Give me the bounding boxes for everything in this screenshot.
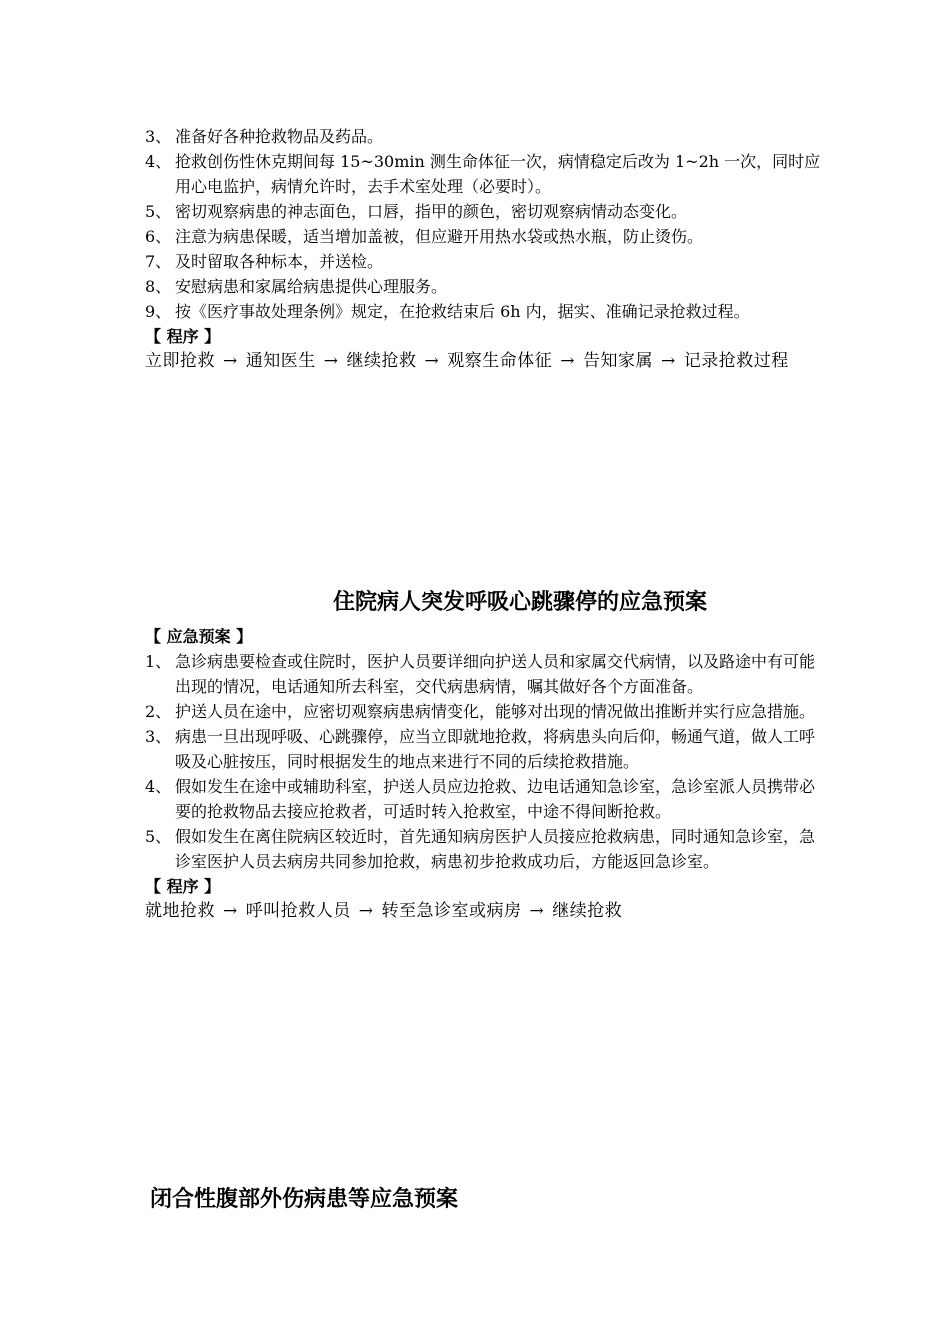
procedure-step: 通知医生: [245, 351, 316, 371]
section3-title: 闭合性腹部外伤病患等应急预案: [150, 1187, 459, 1212]
item-text: 注意为病患保暖，适当增加盖被，但应避开用热水袋或热水瓶，防止烫伤。: [175, 227, 704, 246]
item-text: 急诊病患要检查或住院时，医护人员要详细向护送人员和家属交代病情，以及路途中有可能出现的情况，电话通知所去科室，交代病患病情，嘱其做好各个方面准备。: [175, 652, 816, 696]
procedure-step: 立即抢救: [145, 351, 215, 371]
item-number: 6、: [145, 227, 172, 246]
item-text: 抢救创伤性休克期间每 15~30min 测生命体征一次，病情稳定后改为 1~2h 一次，同时应用心电监护，病情允许时，去手术室处理（必要时）。: [175, 152, 821, 196]
procedure-step: 就地抢救: [145, 901, 215, 921]
list-item: [145, 649, 825, 699]
item-number: 4、: [145, 152, 172, 171]
item-number: 3、: [145, 727, 172, 746]
item-text: 密切观察病患的神志面色，口唇，指甲的颜色，密切观察病情动态变化。: [175, 202, 688, 221]
procedure-flow: [145, 349, 825, 374]
procedure-flow: [145, 899, 825, 924]
item-text: 安慰病患和家属给病患提供心理服务。: [175, 277, 448, 296]
item-number: 8、: [145, 277, 172, 296]
item-number: 2、: [145, 702, 172, 721]
procedure-step: 告知家属: [583, 351, 653, 371]
section2-title: 住院病人突发呼吸心跳骤停的应急预案: [333, 590, 708, 615]
procedure-step: 观察生命体征: [447, 351, 553, 371]
list-item: [145, 249, 825, 274]
procedure-heading: 【 程序 】: [145, 327, 221, 346]
arrow-icon: →: [424, 351, 440, 371]
procedure-step: 继续抢救: [552, 901, 623, 921]
arrow-icon: →: [223, 901, 238, 921]
item-text: 护送人员在途中，应密切观察病患病情变化，能够对出现的情况做出推断并实行应急措施。: [175, 702, 816, 721]
item-number: 5、: [145, 827, 172, 846]
list-item: [145, 824, 825, 874]
list-item: [145, 274, 825, 299]
item-number: 4、: [145, 777, 172, 796]
item-number: 1、: [145, 652, 172, 671]
procedure-step: 呼叫抢救人员: [245, 901, 351, 921]
item-text: 假如发生在途中或辅助科室，护送人员应边抢救、边电话通知急诊室，急诊室派人员携带必要的抢救物品去接应抢救者，可适时转入抢救室，中途不得间断抢救。: [175, 777, 816, 821]
list-item: [145, 149, 825, 199]
item-text: 按《医疗事故处理条例》规定，在抢救结束后 6h 内，据实、准确记录抢救过程。: [175, 302, 750, 321]
item-text: 准备好各种抢救物品及药品。: [175, 127, 384, 146]
procedure-step: 继续抢救: [346, 351, 417, 371]
arrow-icon: →: [560, 351, 575, 371]
item-text: 假如发生在离住院病区较近时，首先通知病房医护人员接应抢救病患，同时通知急诊室，急诊室医护人员去病房共同参加抢救，病患初步抢救成功后，方能返回急诊室。: [175, 827, 816, 871]
item-text: 病患一旦出现呼吸、心跳骤停，应当立即就地抢救，将病患头向后仰，畅通气道，做人工呼吸及心脏按压，同时根据发生的地点来进行不同的后续抢救措施。: [175, 727, 816, 771]
procedure-heading: 【 程序 】: [145, 877, 221, 896]
procedure-step: 转至急诊室或病房: [381, 901, 522, 921]
arrow-icon: →: [323, 351, 339, 371]
list-item: [145, 299, 825, 324]
item-number: 3、: [145, 127, 172, 146]
item-number: 7、: [145, 252, 172, 271]
list-item: [145, 199, 825, 224]
section2-list: [145, 649, 825, 874]
arrow-icon: →: [358, 901, 374, 921]
list-item: [145, 224, 825, 249]
list-item: [145, 774, 825, 824]
item-text: 及时留取各种标本，并送检。: [175, 252, 384, 271]
list-item: [145, 124, 825, 149]
plan-heading: 【 应急预案 】: [145, 627, 253, 646]
section2-block: [145, 624, 825, 924]
list-item: [145, 724, 825, 774]
list-item: [145, 699, 825, 724]
section1-list-block: [145, 124, 825, 374]
arrow-icon: →: [661, 351, 676, 371]
procedure-step: 记录抢救过程: [683, 351, 789, 371]
arrow-icon: →: [529, 901, 545, 921]
section1-list: [145, 124, 825, 324]
item-number: 5、: [145, 202, 172, 221]
item-number: 9、: [145, 302, 172, 321]
arrow-icon: →: [223, 351, 238, 371]
